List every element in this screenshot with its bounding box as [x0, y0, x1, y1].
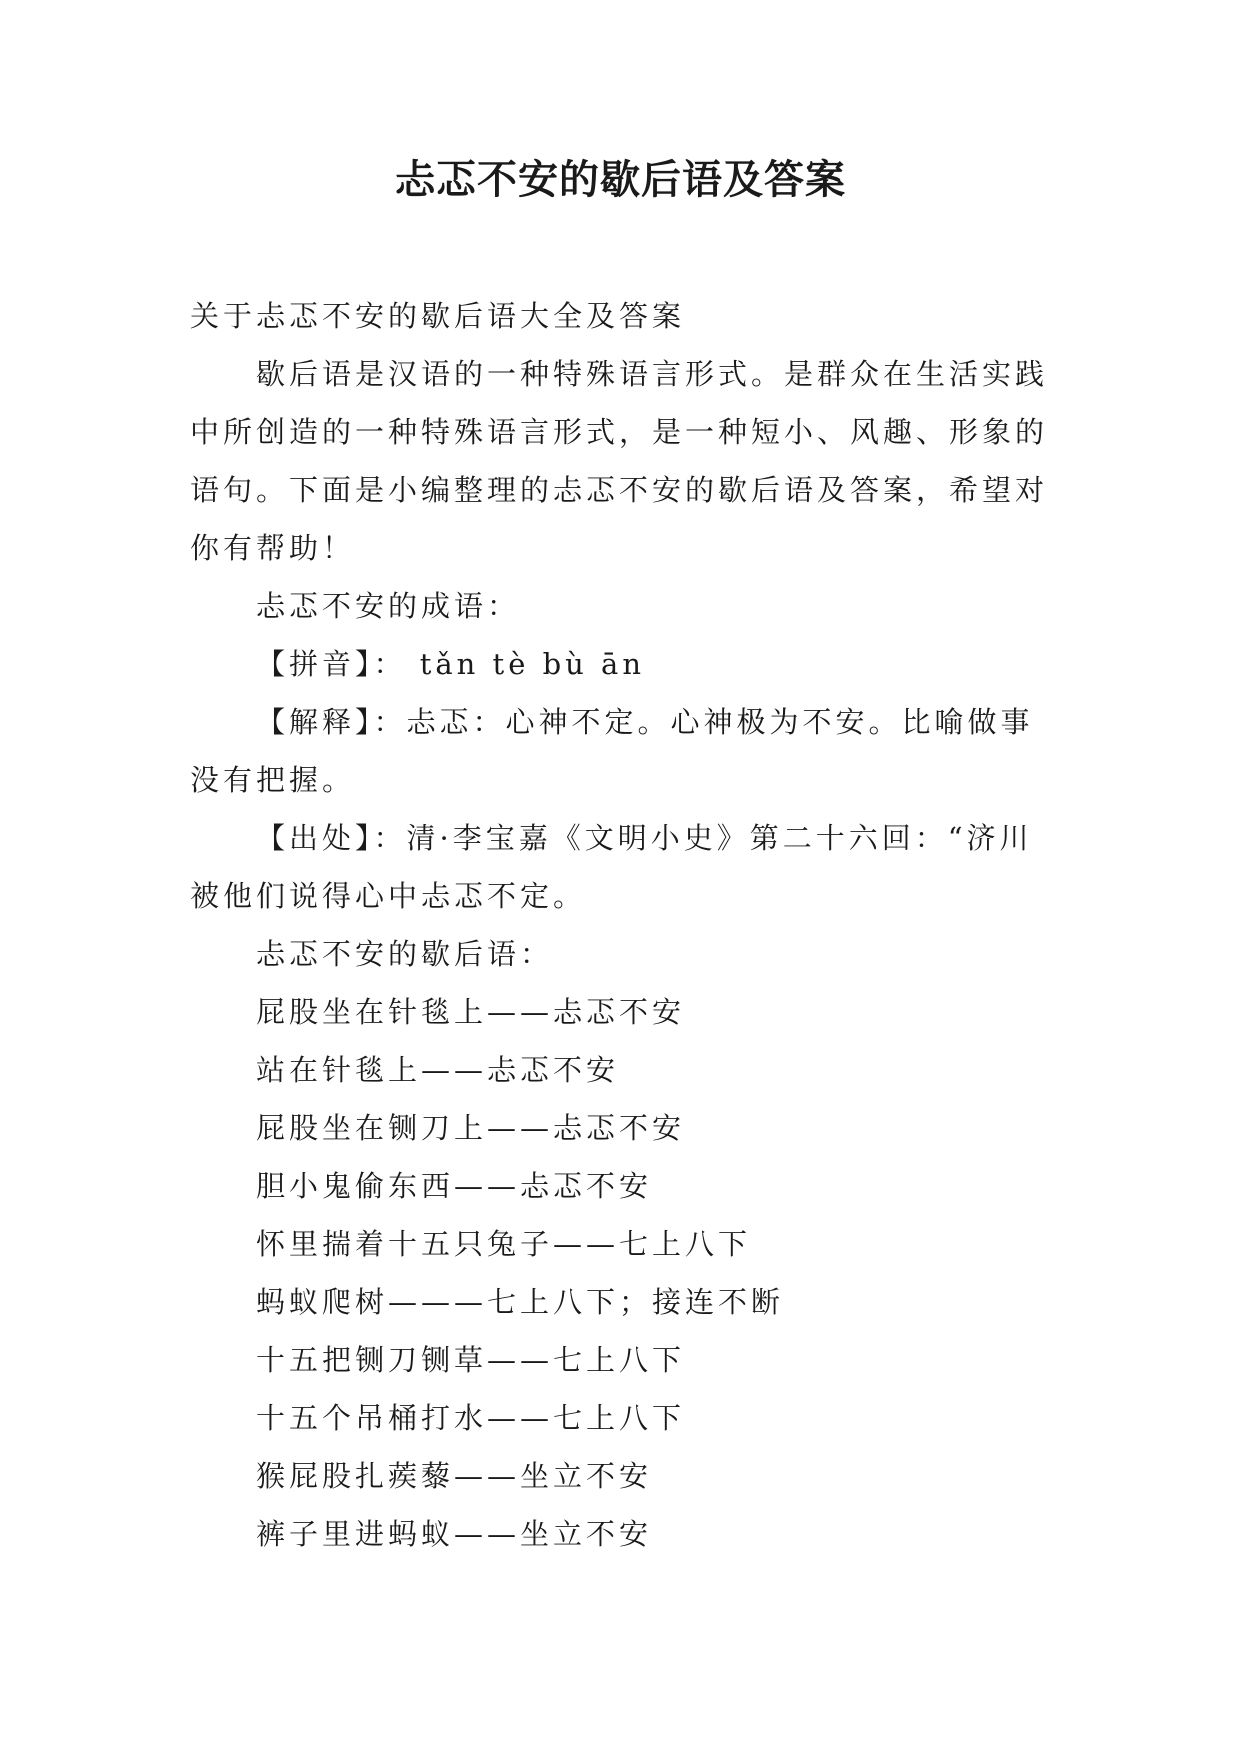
- source-paragraph: 【出处】：清·李宝嘉《文明小史》第二十六回：“济川被他们说得心中忐忑不定。: [190, 821, 1033, 913]
- idiom-heading: 忐忑不安的成语：: [256, 589, 521, 623]
- explanation-paragraph: 【解释】：忐忑：心神不定。心神极为不安。比喻做事没有把握。: [190, 705, 1034, 797]
- pinyin-line: 【拼音】： tǎn tè bù ān: [256, 647, 646, 681]
- list-item: 十五把铡刀铡草——七上八下: [256, 1343, 686, 1377]
- list-item: 怀里揣着十五只兔子——七上八下: [256, 1227, 752, 1261]
- list-item: 胆小鬼偷东西——忐忑不安: [256, 1169, 653, 1203]
- subtitle: 关于忐忑不安的歇后语大全及答案: [190, 299, 686, 333]
- document-title: 忐忑不安的歇后语及答案: [395, 156, 846, 203]
- document-body: [190, 287, 1052, 1563]
- list-item: 站在针毯上——忐忑不安: [256, 1053, 620, 1087]
- list-item: 蚂蚁爬树———七上八下；接连不断: [256, 1285, 785, 1319]
- list-item: 猴屁股扎蒺藜——坐立不安: [256, 1459, 653, 1493]
- list-item: 十五个吊桶打水——七上八下: [256, 1401, 686, 1435]
- list-item: 裤子里进蚂蚁——坐立不安: [256, 1517, 653, 1551]
- list-item: 屁股坐在针毯上——忐忑不安: [256, 995, 686, 1029]
- intro-paragraph: 歇后语是汉语的一种特殊语言形式。是群众在生活实践中所创造的一种特殊语言形式，是一种短小、风趣、形象的语句。下面是小编整理的忐忑不安的歇后语及答案，希望对你有帮助！: [190, 357, 1049, 565]
- list-item: 屁股坐在铡刀上——忐忑不安: [256, 1111, 686, 1145]
- xiehouyu-heading: 忐忑不安的歇后语：: [256, 937, 554, 971]
